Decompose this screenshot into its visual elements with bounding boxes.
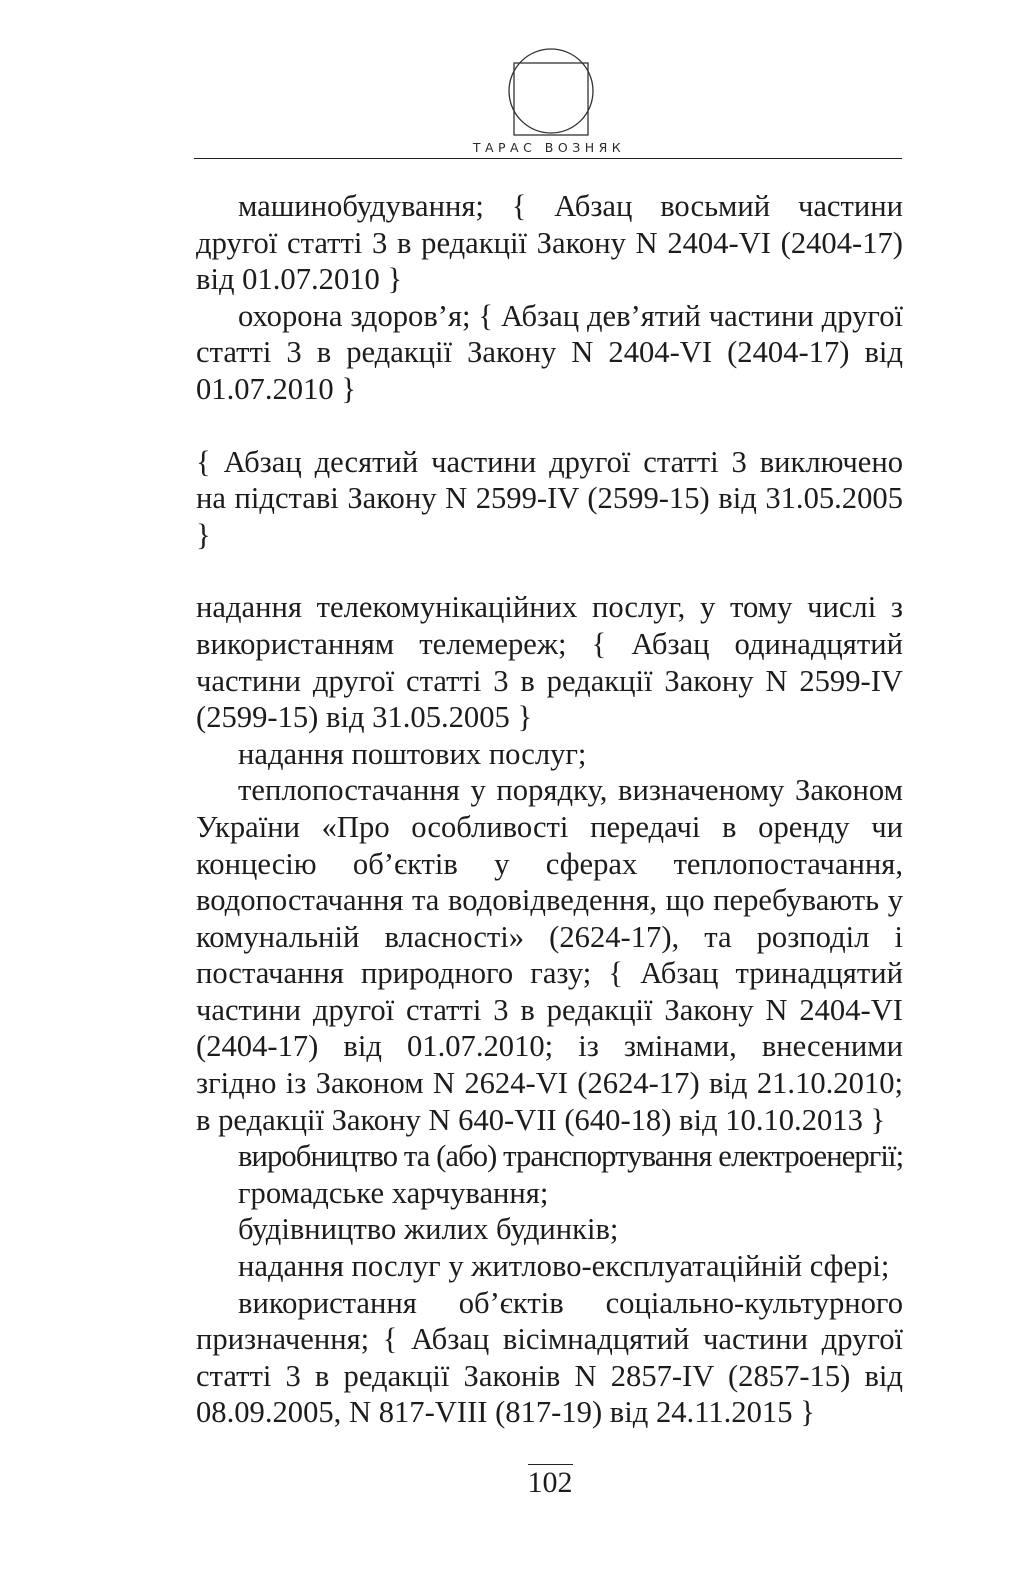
running-head-author: ТАРАС ВОЗНЯК: [472, 140, 626, 155]
paragraph: виробництво та (або) транспортування електроенергії;: [238, 1139, 904, 1174]
paragraph: громадське харчування;: [238, 1175, 549, 1210]
page-header: [194, 40, 904, 165]
page-number: [510, 1464, 590, 1500]
page-body: [196, 188, 903, 1431]
page-number-text: 102: [527, 1466, 573, 1499]
paragraph: надання поштових послуг;: [238, 736, 587, 771]
paragraph: надання телекомунікаційних послуг, у тому числі з використанням телемереж; { Абзац одинадцятий частини другої статті 3 в редакції Закону N 2599-IV (2599-15) від 31.05.2005 }: [196, 590, 903, 735]
header-divider: [194, 158, 902, 159]
paragraph: теплопостачання у порядку, визначеному Законом України «Про особливості передачі в оренду чи концесію об’єктів у сферах теплопостачання, водопостачання та водовідведення, що перебувають у комунальній власності» (2624-17), та розподіл і постачання природного газу; { Абзац тринадцятий частини другої статті 3 в редакції Закону N 2404-VI (2404-17) від 01.07.2010; із змінами, внесеними згідно із Законом N 2624-VI (2624-17) від 21.10.2010; в редакції Закону N 640-VII (640-18) від 10.10.2013 }: [196, 773, 903, 1137]
paragraph: охорона здоров’я; { Абзац дев’ятий частини другої статті 3 в редакції Закону N 2404-VI (2404-17) від 01.07.2010 }: [196, 298, 903, 406]
circle-square-emblem-icon: [506, 46, 596, 136]
paragraph: машинобудування; { Абзац восьмий частини другої статті 3 в редакції Закону N 2404-VI (2404-17) від 01.07.2010 }: [196, 189, 903, 297]
paragraph: { Абзац десятий частини другої статті 3 виключено на підставі Закону N 2599-IV (2599-15) від 31.05.2005 }: [196, 444, 903, 552]
paragraph: надання послуг у житлово-експлуатаційній сфері;: [238, 1249, 890, 1284]
paragraph: використання об’єктів соціально-культурного призначення; { Абзац вісімнадцятий частини другої статті 3 в редакції Законів N 2857-IV (2857-15) від 08.09.2005, N 817-VIII (817-19) від 24.11.2015 }: [196, 1285, 903, 1430]
paragraph: будівництво жилих будинків;: [238, 1212, 619, 1247]
